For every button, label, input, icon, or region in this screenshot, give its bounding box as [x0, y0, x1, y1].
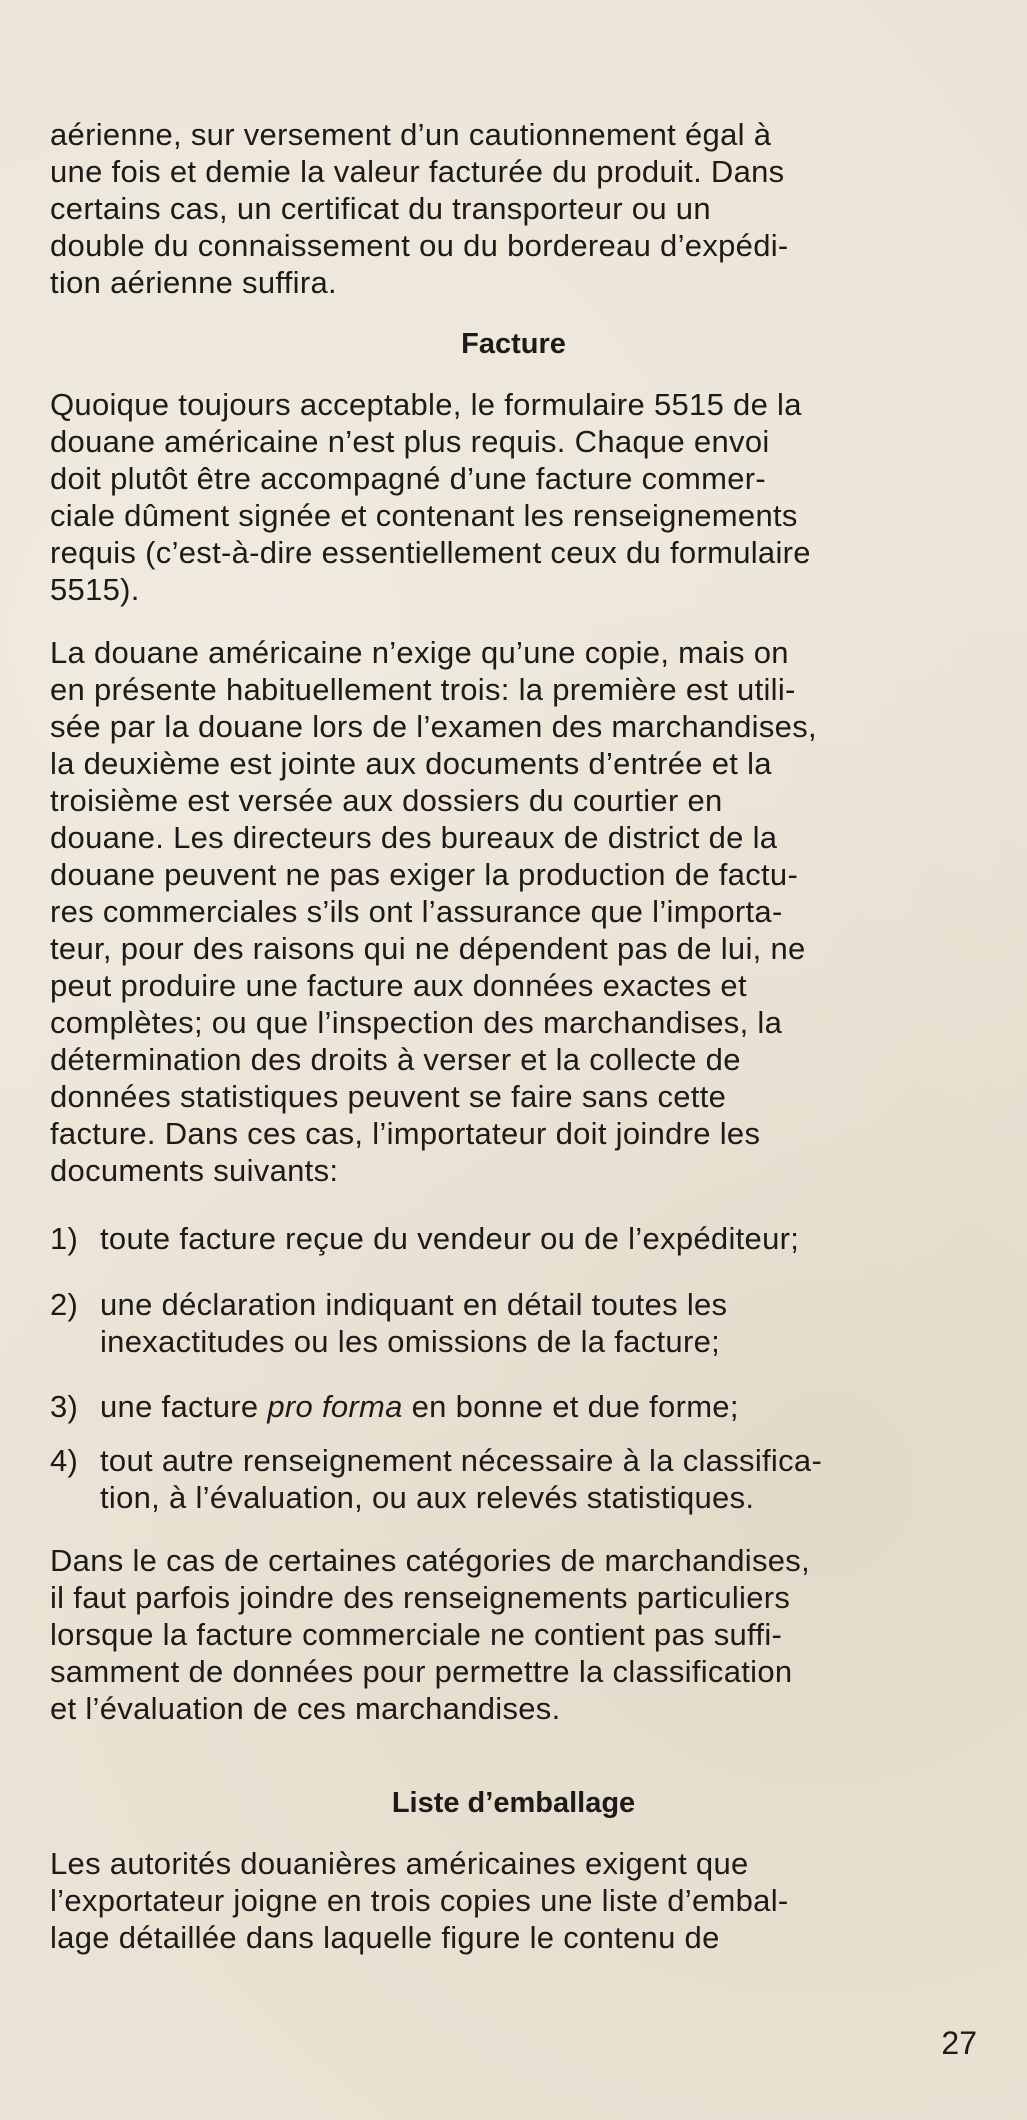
- text-line: certains cas, un certificat du transporteur ou un: [50, 191, 711, 226]
- list-number: 3): [50, 1389, 79, 1424]
- facture-paragraph-1: [50, 386, 980, 608]
- text-line: sée par la douane lors de l’examen des marchandises,: [50, 709, 817, 744]
- text-line: teur, pour des raisons qui ne dépendent pas de lui, ne: [50, 931, 806, 966]
- list-number: 2): [50, 1287, 79, 1322]
- text-line: facture. Dans ces cas, l’importateur doit joindre les: [50, 1116, 761, 1151]
- text-segment: en bonne et due forme;: [402, 1389, 739, 1424]
- text-line: l’exportateur joigne en trois copies une liste d’embal-: [50, 1883, 789, 1918]
- text-line: douane peuvent ne pas exiger la production de factu-: [50, 857, 799, 892]
- list-number: 1): [50, 1221, 79, 1256]
- text-line: res commerciales s’ils ont l’assurance que l’importa-: [50, 894, 783, 929]
- text-line: une déclaration indiquant en détail toutes les: [100, 1287, 728, 1322]
- text-line: lage détaillée dans laquelle figure le contenu de: [50, 1920, 720, 1955]
- text-line: tout autre renseignement nécessaire à la classifica-: [100, 1443, 823, 1478]
- text-line: il faut parfois joindre des renseignements particuliers: [50, 1580, 791, 1615]
- text-line: double du connaissement ou du bordereau d’expédi-: [50, 228, 789, 263]
- text-segment: une facture: [100, 1389, 268, 1424]
- list-text: [100, 1220, 799, 1257]
- text-line: documents suivants:: [50, 1153, 339, 1188]
- section-heading-facture: Facture: [461, 328, 566, 360]
- text-line: en présente habituellement trois: la première est utili-: [50, 672, 796, 707]
- text-line: la deuxième est jointe aux documents d’entrée et la: [50, 746, 772, 781]
- text-line: douane. Les directeurs des bureaux de district de la: [50, 820, 778, 855]
- text-line: données statistiques peuvent se faire sans cette: [50, 1079, 727, 1114]
- intro-paragraph: [50, 116, 980, 301]
- list-text: [100, 1286, 727, 1360]
- text-line: et l’évaluation de ces marchandises.: [50, 1691, 561, 1726]
- text-line: toute facture reçue du vendeur ou de l’expéditeur;: [100, 1221, 800, 1256]
- text-line: tion aérienne suffira.: [50, 265, 337, 300]
- text-line: requis (c’est-à-dire essentiellement ceux du formulaire: [50, 535, 811, 570]
- text-line: Dans le cas de certaines catégories de marchandises,: [50, 1543, 810, 1578]
- text-line: une fois et demie la valeur facturée du produit. Dans: [50, 154, 785, 189]
- text-line: lorsque la facture commerciale ne contient pas suffi-: [50, 1617, 783, 1652]
- text-line: inexactitudes ou les omissions de la facture;: [100, 1324, 721, 1359]
- text-line: 5515).: [50, 572, 140, 607]
- facture-paragraph-2: [50, 634, 980, 1189]
- list-text: [100, 1388, 739, 1425]
- text-line: La douane américaine n’exige qu’une copie, mais on: [50, 635, 789, 670]
- emballage-paragraph-1: [50, 1845, 980, 1956]
- text-line: tion, à l’évaluation, ou aux relevés statistiques.: [100, 1480, 755, 1515]
- text-line: ciale dûment signée et contenant les renseignements: [50, 498, 798, 533]
- text-line: samment de données pour permettre la classification: [50, 1654, 793, 1689]
- section-heading-emballage: Liste d’emballage: [391, 1787, 636, 1819]
- list-number: 4): [50, 1443, 79, 1478]
- text-line: Les autorités douanières américaines exigent que: [50, 1846, 749, 1881]
- text-line: [100, 1388, 739, 1425]
- text-line: complètes; ou que l’inspection des marchandises, la: [50, 1005, 783, 1040]
- text-line: troisième est versée aux dossiers du courtier en: [50, 783, 723, 818]
- list-text: [100, 1442, 822, 1516]
- page-number: 27: [941, 2025, 977, 2061]
- text-line: aérienne, sur versement d’un cautionnement égal à: [50, 117, 772, 152]
- emphasis-text: pro forma: [267, 1389, 403, 1424]
- text-line: peut produire une facture aux données exactes et: [50, 968, 747, 1003]
- text-line: doit plutôt être accompagné d’une facture commer-: [50, 461, 767, 496]
- facture-paragraph-3: [50, 1542, 980, 1727]
- text-line: détermination des droits à verser et la collecte de: [50, 1042, 741, 1077]
- text-line: Quoique toujours acceptable, le formulaire 5515 de la: [50, 387, 802, 422]
- text-line: douane américaine n’est plus requis. Chaque envoi: [50, 424, 770, 459]
